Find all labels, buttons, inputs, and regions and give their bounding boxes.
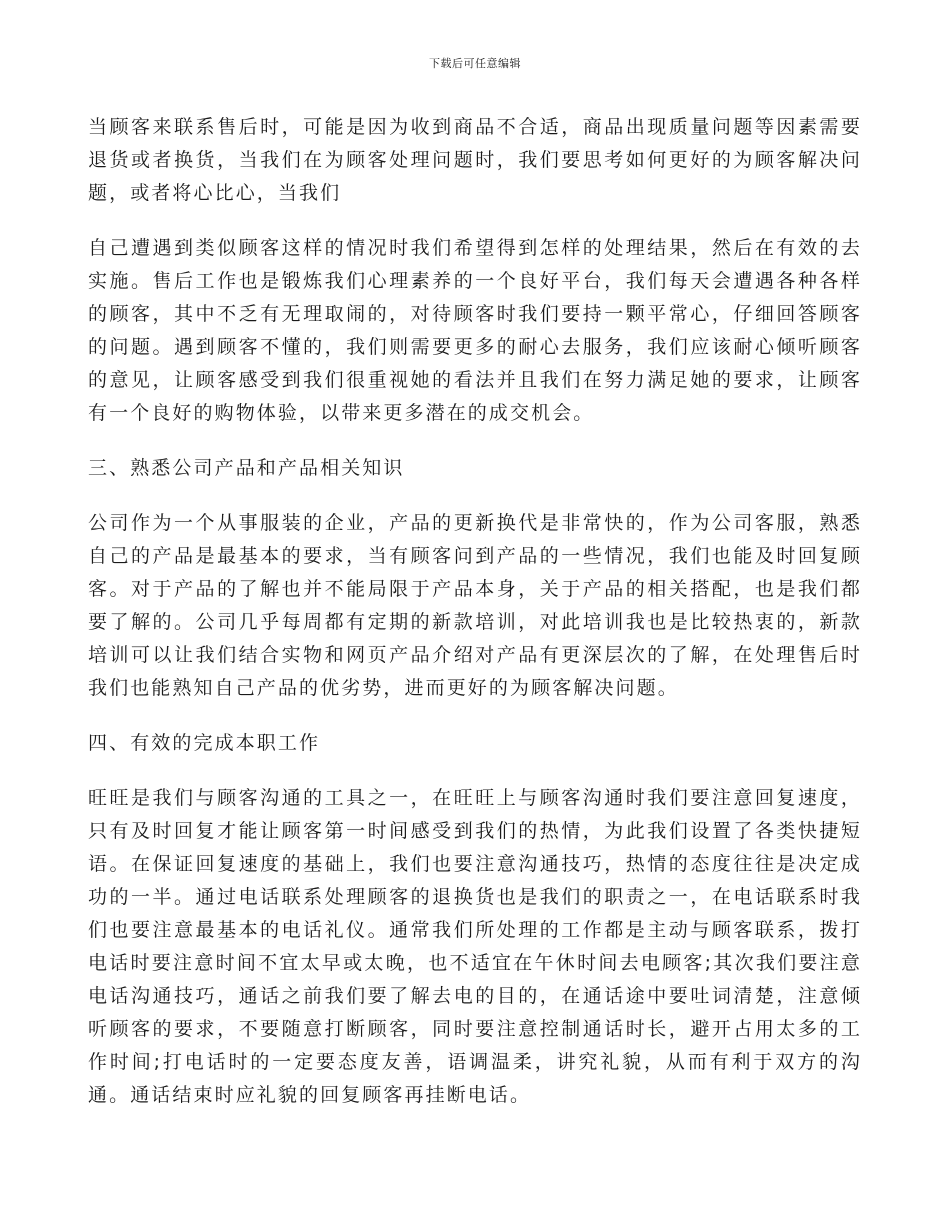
paragraph-4: 旺旺是我们与顾客沟通的工具之一，在旺旺上与顾客沟通时我们要注意回复速度，只有及时回复才能让顾客第一时间感受到我们的热情，为此我们设置了各类快捷短语。在保证回复速度的基础上，我们也要注意沟通技巧，热情的态度往往是决定成功的一半。通过电话联系处理顾客的退换货也是我们的职责之一，在电话联系时我们也要注意最基本的电话礼仪。通常我们所处理的工作都是主动与顾客联系，拨打电话时要注意时间不宜太早或太晚，也不适宜在午休时间去电顾客;其次我们要注意电话沟通技巧，通话之前我们要了解去电的目的，在通话途中要吐词清楚，注意倾听顾客的要求，不要随意打断顾客，同时要注意控制通话时长，避开占用太多的工作时间;打电话时的一定要态度友善，语调温柔，讲究礼貌，从而有利于双方的沟通。通话结束时应礼貌的回复顾客再挂断电话。 (88, 787, 862, 1106)
section-heading-3: 三、熟悉公司产品和产品相关知识 (88, 457, 405, 479)
header-note: 下载后可任意编辑 (429, 57, 521, 70)
section-heading-4: 四、有效的完成本职工作 (88, 732, 321, 754)
paragraph-1: 当顾客来联系售后时，可能是因为收到商品不合适，商品出现质量问题等因素需要退货或者换货，当我们在为顾客处理问题时，我们要思考如何更好的为顾客解决问题，或者将心比心，当我们 (88, 116, 862, 204)
paragraph-2: 自己遭遇到类似顾客这样的情况时我们希望得到怎样的处理结果，然后在有效的去实施。售后工作也是锻炼我们心理素养的一个良好平台，我们每天会遭遇各种各样的顾客，其中不乏有无理取闹的，对待顾客时我们要持一颗平常心，仔细回答顾客的问题。遇到顾客不懂的，我们则需要更多的耐心去服务，我们应该耐心倾听顾客的意见，让顾客感受到我们很重视她的看法并且我们在努力满足她的要求，让顾客有一个良好的购物体验，以带来更多潜在的成交机会。 (88, 237, 862, 424)
paragraph-3: 公司作为一个从事服装的企业，产品的更新换代是非常快的，作为公司客服，熟悉自己的产品是最基本的要求，当有顾客问到产品的一些情况，我们也能及时回复顾客。对于产品的了解也并不能局限于产品本身，关于产品的相关搭配，也是我们都要了解的。公司几乎每周都有定期的新款培训，对此培训我也是比较热衷的，新款培训可以让我们结合实物和网页产品介绍对产品有更深层次的了解，在处理售后时我们也能熟知自己产品的优劣势，进而更好的为顾客解决问题。 (88, 512, 862, 699)
document-body (88, 111, 862, 1134)
